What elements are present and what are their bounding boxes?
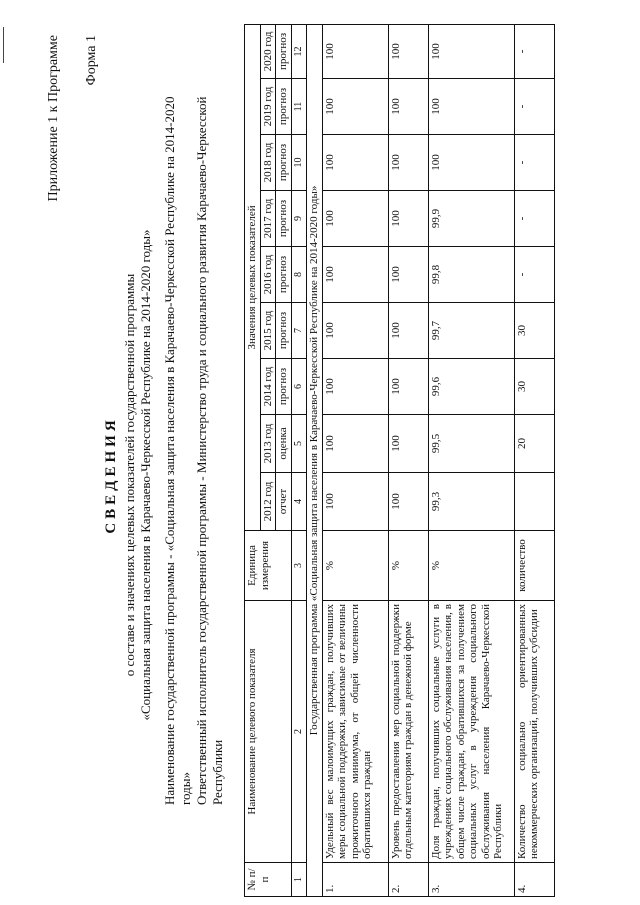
value-cell: 100 (428, 135, 514, 191)
year-header: 2020 год (260, 24, 276, 78)
column-index-row (291, 24, 307, 896)
value-type-header: прогноз (276, 135, 292, 191)
col-header-number: № п/п (245, 863, 292, 897)
value-type-header: прогноз (276, 247, 292, 303)
subtitle-line-1: о составе и значениях целевых показателей государственной программы (122, 273, 137, 677)
value-type-header: оценка (276, 415, 292, 473)
value-cell: 100 (322, 303, 388, 359)
column-index: 8 (291, 247, 307, 303)
appendix-label: Приложение 1 к Программе (46, 35, 61, 202)
table-row (428, 24, 514, 896)
unit-cell: количество (514, 531, 554, 601)
value-cell: 30 (514, 359, 554, 415)
column-index: 12 (291, 24, 307, 78)
value-cell: - (514, 79, 554, 135)
indicator-name: Уровень предоставления мер социальной поддержки отдельным категориям граждан в денежной форме (388, 601, 428, 863)
value-cell: 99,5 (428, 415, 514, 473)
section-row (307, 24, 323, 896)
document-subtitle (122, 145, 154, 805)
year-header: 2012 год (260, 473, 276, 531)
value-cell: 100 (388, 303, 428, 359)
value-cell: 100 (322, 24, 388, 78)
unit-cell: % (428, 531, 514, 601)
row-number: 3. (428, 863, 514, 897)
value-cell: - (514, 24, 554, 78)
responsible-executor: Ответственный исполнитель государственной программы - Министерство труда и социального развития Карачаево-Черкесской Республики (194, 96, 225, 805)
subtitle-line-2: «Социальная защита населения в Карачаево-Черкесской Республике на 2014-2020 годы» (138, 229, 153, 721)
table-row (388, 24, 428, 896)
indicators-table (244, 24, 555, 897)
value-type-header: прогноз (276, 191, 292, 247)
section-title: Государственная программа «Социальная защита населения в Карачаево-Черкесской Республике на 2014-2020 годы» (307, 24, 323, 896)
value-cell: 99,9 (428, 191, 514, 247)
indicator-name: Количество социально ориентированных некоммерческих организаций, получивших субсидии (514, 601, 554, 863)
row-number: 4. (514, 863, 554, 897)
unit-cell: % (388, 531, 428, 601)
value-cell: 30 (514, 303, 554, 359)
column-index: 3 (291, 531, 307, 601)
year-header: 2019 год (260, 79, 276, 135)
scan-artifact-line (3, 27, 4, 63)
unit-cell: % (322, 531, 388, 601)
value-cell: 100 (322, 135, 388, 191)
year-header: 2015 год (260, 303, 276, 359)
column-index: 9 (291, 191, 307, 247)
value-cell: 99,6 (428, 359, 514, 415)
value-cell: 100 (322, 473, 388, 531)
column-index: 4 (291, 473, 307, 531)
value-cell: 100 (322, 79, 388, 135)
year-header: 2018 год (260, 135, 276, 191)
col-header-values: Значения целевых показателей (245, 24, 261, 530)
value-cell: 100 (388, 359, 428, 415)
value-cell: - (514, 135, 554, 191)
year-header: 2017 год (260, 191, 276, 247)
value-cell: - (514, 191, 554, 247)
value-type-header: отчет (276, 473, 292, 531)
value-cell: 99,7 (428, 303, 514, 359)
value-cell: 100 (388, 24, 428, 78)
column-index: 2 (291, 601, 307, 863)
value-cell: 20 (514, 415, 554, 473)
value-type-header: прогноз (276, 303, 292, 359)
value-cell: 100 (322, 247, 388, 303)
value-cell: 99,3 (428, 473, 514, 531)
value-cell: 100 (322, 191, 388, 247)
row-number: 1. (322, 863, 388, 897)
value-cell: 100 (388, 247, 428, 303)
value-cell: - (514, 247, 554, 303)
column-index: 7 (291, 303, 307, 359)
table-row (514, 24, 554, 896)
value-cell: 100 (322, 415, 388, 473)
row-number: 2. (388, 863, 428, 897)
value-cell: 100 (388, 135, 428, 191)
value-cell: 100 (388, 415, 428, 473)
value-cell: 99,8 (428, 247, 514, 303)
value-cell: 100 (388, 79, 428, 135)
column-index: 1 (291, 863, 307, 897)
year-header: 2013 год (260, 415, 276, 473)
col-header-unit: Единица измерения (245, 531, 292, 601)
value-type-header: прогноз (276, 24, 292, 78)
value-type-header: прогноз (276, 359, 292, 415)
value-cell: 100 (388, 191, 428, 247)
year-header: 2016 год (260, 247, 276, 303)
form-label: Форма 1 (84, 35, 99, 86)
document-title: СВЕДЕНИЯ (103, 416, 119, 534)
value-type-header: прогноз (276, 79, 292, 135)
column-index: 6 (291, 359, 307, 415)
value-cell: 100 (322, 359, 388, 415)
indicator-name: Удельный вес малоимущих граждан, получивших меры социальной поддержки, зависимые от величины прожиточного минимума, от общей численности обратившихся граждан (322, 601, 388, 863)
program-name: Наименование государственной программы - «Социальная защита населения в Карачаево-Черкесской Республике на 2014-2020 годы» (162, 96, 193, 805)
column-index: 10 (291, 135, 307, 191)
column-index: 5 (291, 415, 307, 473)
table-row (322, 24, 388, 896)
value-cell (514, 473, 554, 531)
value-cell: 100 (388, 473, 428, 531)
indicator-name: Доля граждан, получивших социальные услуги в учреждениях социального обслуживания населения, в общем числе граждан, обратившихся за получением социальных услуг в учреждения социального обслуживания населения Карачаево-Черкесской Республики (428, 601, 514, 863)
col-header-indicator: Наименование целевого показателя (245, 601, 292, 863)
value-cell: 100 (428, 24, 514, 78)
value-cell: 100 (428, 79, 514, 135)
year-header: 2014 год (260, 359, 276, 415)
column-index: 11 (291, 79, 307, 135)
